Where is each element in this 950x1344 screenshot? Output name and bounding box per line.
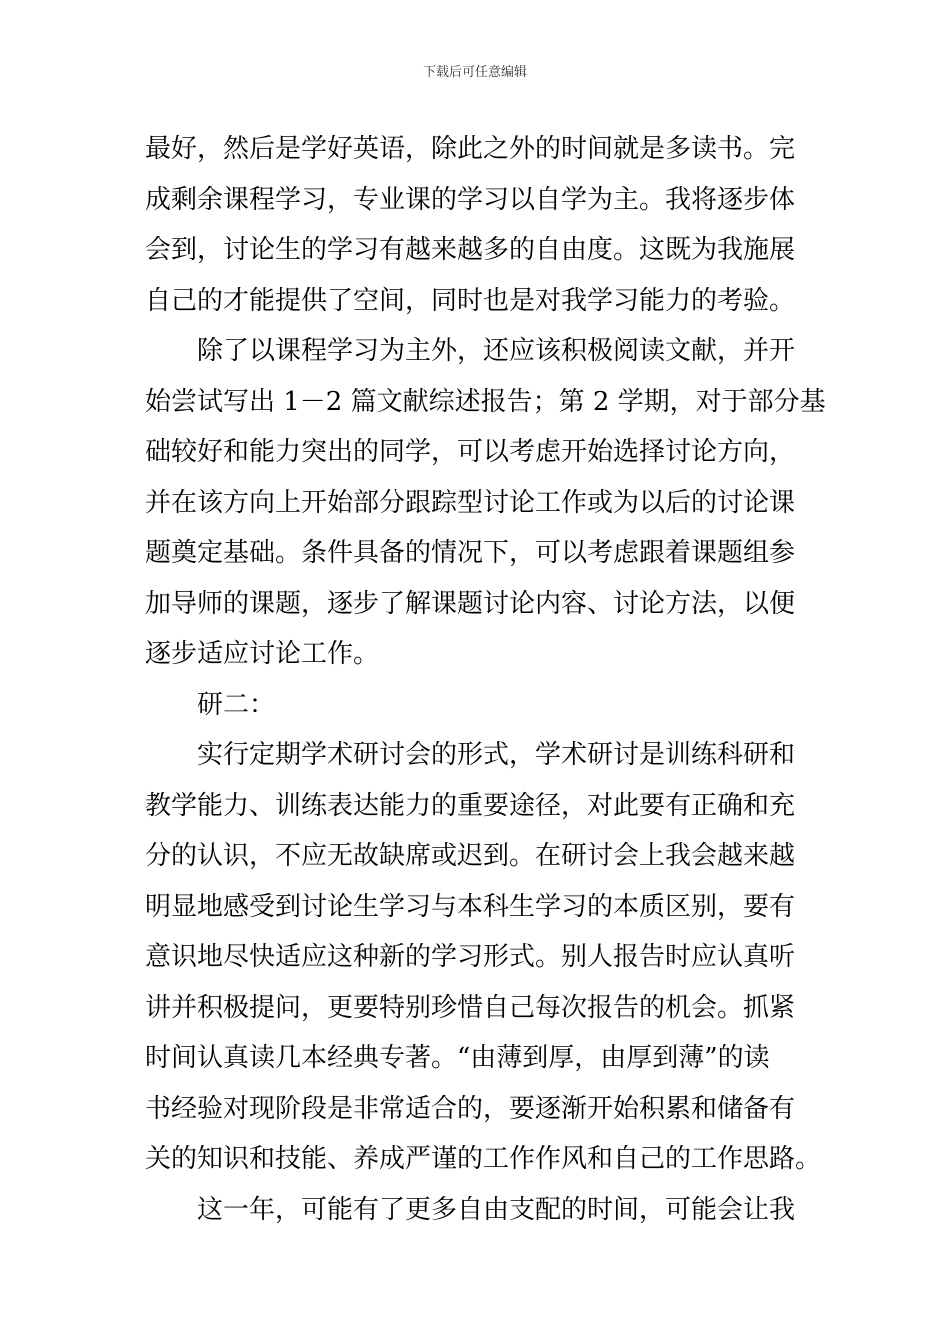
text-line: 加导师的课题，逐步了解课题讨论内容、讨论方法，以便 — [145, 588, 796, 619]
text-line: 意识地尽快适应这种新的学习形式。别人报告时应认真听 — [145, 942, 796, 972]
text-line: 题奠定基础。条件具备的情况下，可以考虑跟着课题组参 — [145, 538, 796, 568]
text-line: 研二： — [197, 689, 276, 720]
text-line: 最好，然后是学好英语，除此之外的时间就是多读书。完 — [145, 134, 796, 164]
text-line: 这一年，可能有了更多自由支配的时间，可能会让我 — [197, 1194, 796, 1225]
text-line: 书经验对现阶段是非常适合的，要逐渐开始积累和储备有 — [145, 1093, 796, 1124]
text-line: 明显地感受到讨论生学习与本科生学习的本质区别，要有 — [145, 891, 796, 922]
text-line: 讲并积极提问，更要特别珍惜自己每次报告的机会。抓紧 — [145, 992, 796, 1023]
page-header: 下载后可任意编辑 — [422, 65, 527, 80]
text-line: 会到，讨论生的学习有越来越多的自由度。这既为我施展 — [145, 235, 796, 265]
text-line: 关的知识和技能、养成严谨的工作作风和自己的工作思路。 — [145, 1144, 822, 1174]
text-line: 分的认识，不应无故缺席或迟到。在研讨会上我会越来越 — [145, 841, 796, 871]
text-line: 除了以课程学习为主外，还应该积极阅读文献，并开 — [197, 336, 796, 366]
text-line: 并在该方向上开始部分跟踪型讨论工作或为以后的讨论课 — [145, 487, 796, 518]
text-line: 自己的才能提供了空间，同时也是对我学习能力的考验。 — [145, 285, 796, 316]
text-line: 始尝试写出 1－2 篇文献综述报告；第 2 学期，对于部分基 — [145, 386, 826, 417]
text-line: 础较好和能力突出的同学，可以考虑开始选择讨论方向， — [145, 437, 796, 467]
text-line: 时间认真读几本经典专著。“由薄到厚，由厚到薄”的读 — [145, 1043, 770, 1073]
document-body — [145, 124, 826, 1235]
text-line: 教学能力、训练表达能力的重要途径，对此要有正确和充 — [145, 790, 796, 821]
text-line: 实行定期学术研讨会的形式，学术研讨是训练科研和 — [197, 740, 796, 770]
text-line: 成剩余课程学习，专业课的学习以自学为主。我将逐步体 — [145, 184, 796, 215]
text-line: 逐步适应讨论工作。 — [145, 639, 380, 669]
